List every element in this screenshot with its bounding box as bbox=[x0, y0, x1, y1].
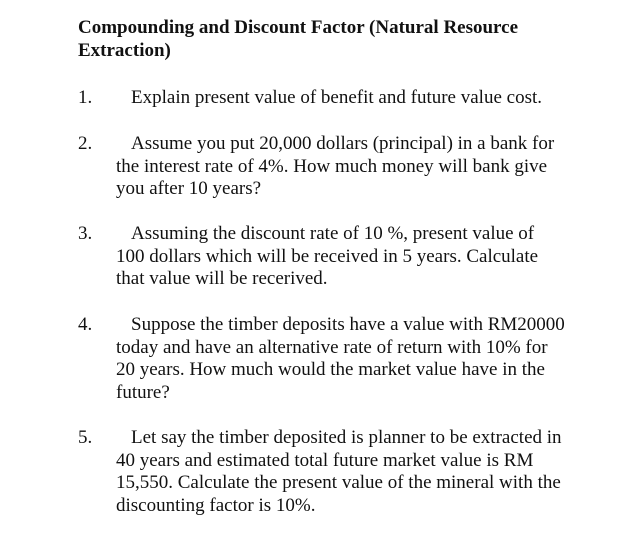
question-text: Assume you put 20,000 dollars (principal) in a bank for the interest rate of 4%. How much money will bank give you after 10 years? bbox=[116, 133, 555, 199]
question-number: 5. bbox=[78, 427, 93, 448]
question-number: 2. bbox=[78, 133, 93, 154]
question-number: 4. bbox=[78, 314, 93, 335]
question-item bbox=[78, 427, 578, 517]
document-title: Compounding and Discount Factor (Natural Resource Extraction) bbox=[78, 17, 519, 61]
question-text: Explain present value of benefit and future value cost. bbox=[131, 87, 542, 108]
question-item bbox=[78, 133, 578, 201]
question-text: Let say the timber deposited is planner to be extracted in 40 years and estimated total future market value is RM 15,550. Calculate the present value of the mineral with the discounting factor is 10%. bbox=[116, 427, 562, 516]
question-item bbox=[78, 314, 578, 404]
question-number: 3. bbox=[78, 223, 93, 244]
question-item bbox=[78, 223, 578, 291]
question-number: 1. bbox=[78, 87, 93, 108]
question-text: Assuming the discount rate of 10 %, present value of 100 dollars which will be received in 5 years. Calculate that value will be recerived. bbox=[116, 223, 539, 289]
question-text: Suppose the timber deposits have a value with RM20000 today and have an alternative rate of return with 10% for 20 years. How much would the market value have in the future? bbox=[116, 314, 565, 403]
question-item bbox=[78, 87, 578, 110]
